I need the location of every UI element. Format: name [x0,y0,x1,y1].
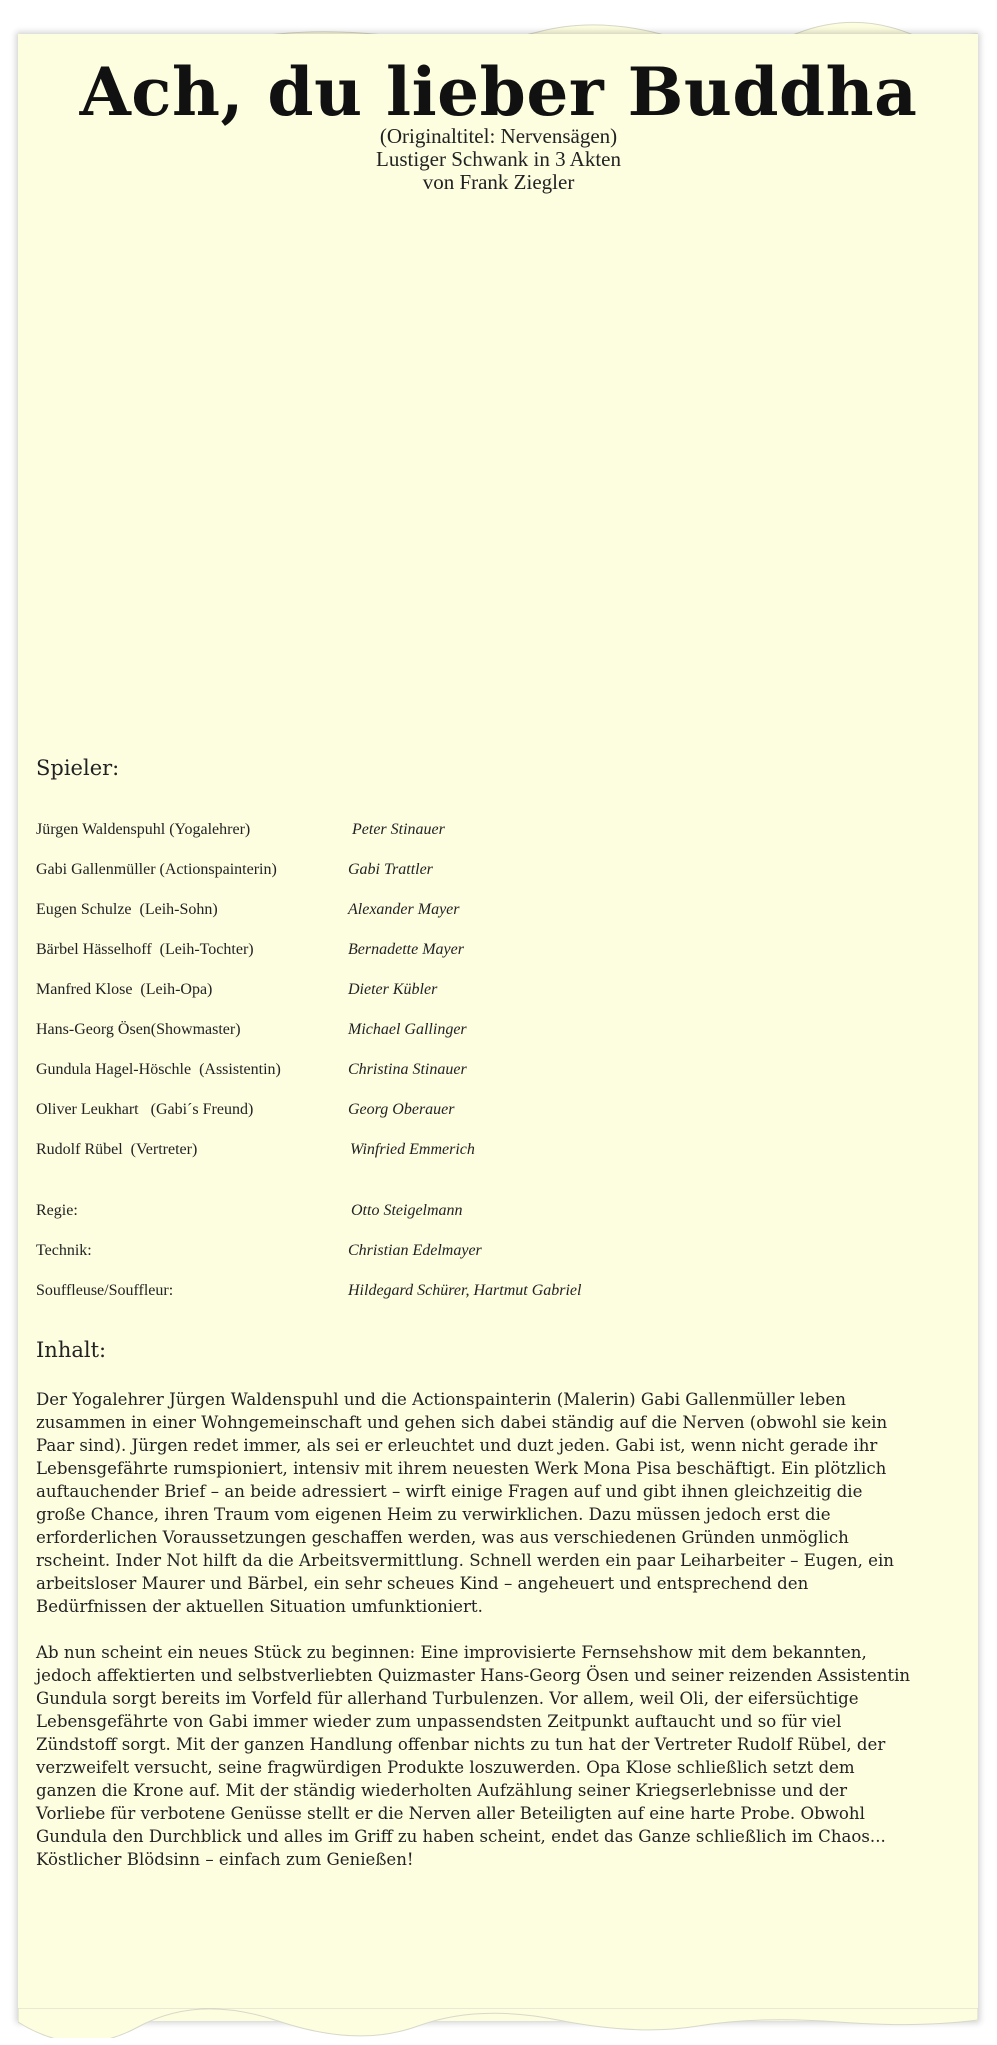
cast-heading: Spieler: [36,756,120,780]
summary-paragraph: Der Yogalehrer Jürgen Waldenspuhl und die Actionspainterin (Malerin) Gabi Gallenmüller leben zusammen in einer Wohngemeinschaft und gehen sich dabei ständig auf die Nerven (obwohl sie kein Paar sind). Jürgen redet immer, als sei er erleuchtet und duzt jeden. Gabi ist, wenn nicht gerade ihr Lebensgefährte rumspioniert, intensiv mit ihrem neuesten Werk Mona Pisa beschäftigt. Ein plötzlich auftauchender Brief – an beide adressiert – wirft einige Fragen auf und gibt ihnen gleichzeitig die große Chance, ihren Traum vom eigenen Heim zu verwirklichen. Dazu müssen jedoch erst die erforderlichen Voraussetzungen geschaffen werden, was aus verschiedenen Gründen unmöglich rscheint. Inder Not hilft da die Arbeitsvermittlung. Schnell werden ein paar Leiharbeiter – Eugen, ein arbeitsloser Maurer und Bärbel, ein sehr scheues Kind – angeheuert und entsprechend den Bedürfnissen der aktuellen Situation umfunktioniert. [36,1390,894,1616]
crew-name: Hildegard Schürer, Hartmut Gabriel [348,1282,582,1299]
cast-role: Oliver Leukhart (Gabi´s Freund) [36,1101,254,1118]
cast-role: Manfred Klose (Leih-Opa) [36,981,213,998]
crew-name: Otto Steigelmann [351,1202,463,1219]
crew-row [36,1241,756,1281]
cast-actor: Georg Oberauer [348,1101,455,1118]
cast-row [36,860,756,900]
cast-role: Hans-Georg Ösen(Showmaster) [36,1021,241,1038]
cast-role: Eugen Schulze (Leih-Sohn) [36,901,218,918]
cast-role: Rudolf Rübel (Vertreter) [36,1141,198,1158]
crew-name: Christian Edelmayer [348,1242,482,1259]
genre-line: Lustiger Schwank in 3 Akten [376,147,621,171]
cast-actor: Michael Gallinger [348,1021,467,1038]
cast-actor: Alexander Mayer [348,901,460,918]
crew-row [36,1201,756,1241]
title-info-block [0,125,997,194]
cast-role: Bärbel Hässelhoff (Leih-Tochter) [36,941,254,958]
crew-role: Technik: [36,1242,92,1259]
cast-row [36,1140,756,1180]
crew-role: Souffleuse/Souffleur: [36,1282,174,1299]
cast-row [36,1100,756,1140]
cast-row [36,900,756,940]
cast-role: Gabi Gallenmüller (Actionspainterin) [36,861,277,878]
cast-actor: Bernadette Mayer [348,941,464,958]
cast-row [36,1020,756,1060]
cast-actor: Winfried Emmerich [350,1141,475,1158]
summary-heading: Inhalt: [36,1338,107,1362]
author-line: von Frank Ziegler [422,170,575,194]
cast-row [36,820,756,860]
crew-role: Regie: [36,1202,78,1219]
cast-row [36,940,756,980]
cast-role: Gundula Hagel-Höschle (Assistentin) [36,1061,281,1078]
cast-role: Jürgen Waldenspuhl (Yogalehrer) [36,821,251,838]
cast-row [36,1060,756,1100]
cast-list [36,820,756,1180]
cast-actor: Peter Stinauer [352,821,445,838]
crew-list [36,1201,756,1321]
summary-paragraph: Ab nun scheint ein neues Stück zu beginnen: Eine improvisierte Fernsehshow mit dem bekannten, jedoch affektierten und selbstverliebten Quizmaster Hans-Georg Ösen und seiner reizenden Assistentin Gundula sorgt bereits im Vorfeld für allerhand Turbulenzen. Vor allem, weil Oli, der eifersüchtige Lebensgefährte von Gabi immer wieder zum unpassendsten Zeitpunkt auftaucht und so für viel Zündstoff sorgt. Mit der ganzen Handlung offenbar nichts zu tun hat der Vertreter Rudolf Rübel, der verzweifelt versucht, seine fragwürdigen Produkte loszuwerden. Opa Klose schließlich setzt dem ganzen die Krone auf. Mit der ständig wiederholten Aufzählung seiner Kriegserlebnisse und der Vorliebe für verbotene Genüsse stellt er die Nerven aller Beteiligten auf eine harte Probe. Obwohl Gundula den Durchblick und alles im Griff zu haben scheint, endet das Ganze schließlich im Chaos... Köstlicher Blödsinn – einfach zum Genießen! [36,1643,911,1869]
cast-actor: Dieter Kübler [348,981,438,998]
cast-actor: Gabi Trattler [348,861,433,878]
summary-text [36,1388,916,1894]
crew-row [36,1281,756,1321]
cast-row [36,980,756,1020]
paper-torn-edge-bottom [18,2008,978,2038]
document-title: Ach, du lieber Buddha [79,53,918,131]
cast-actor: Christina Stinauer [348,1061,467,1078]
original-title: (Originaltitel: Nervensägen) [379,124,618,148]
